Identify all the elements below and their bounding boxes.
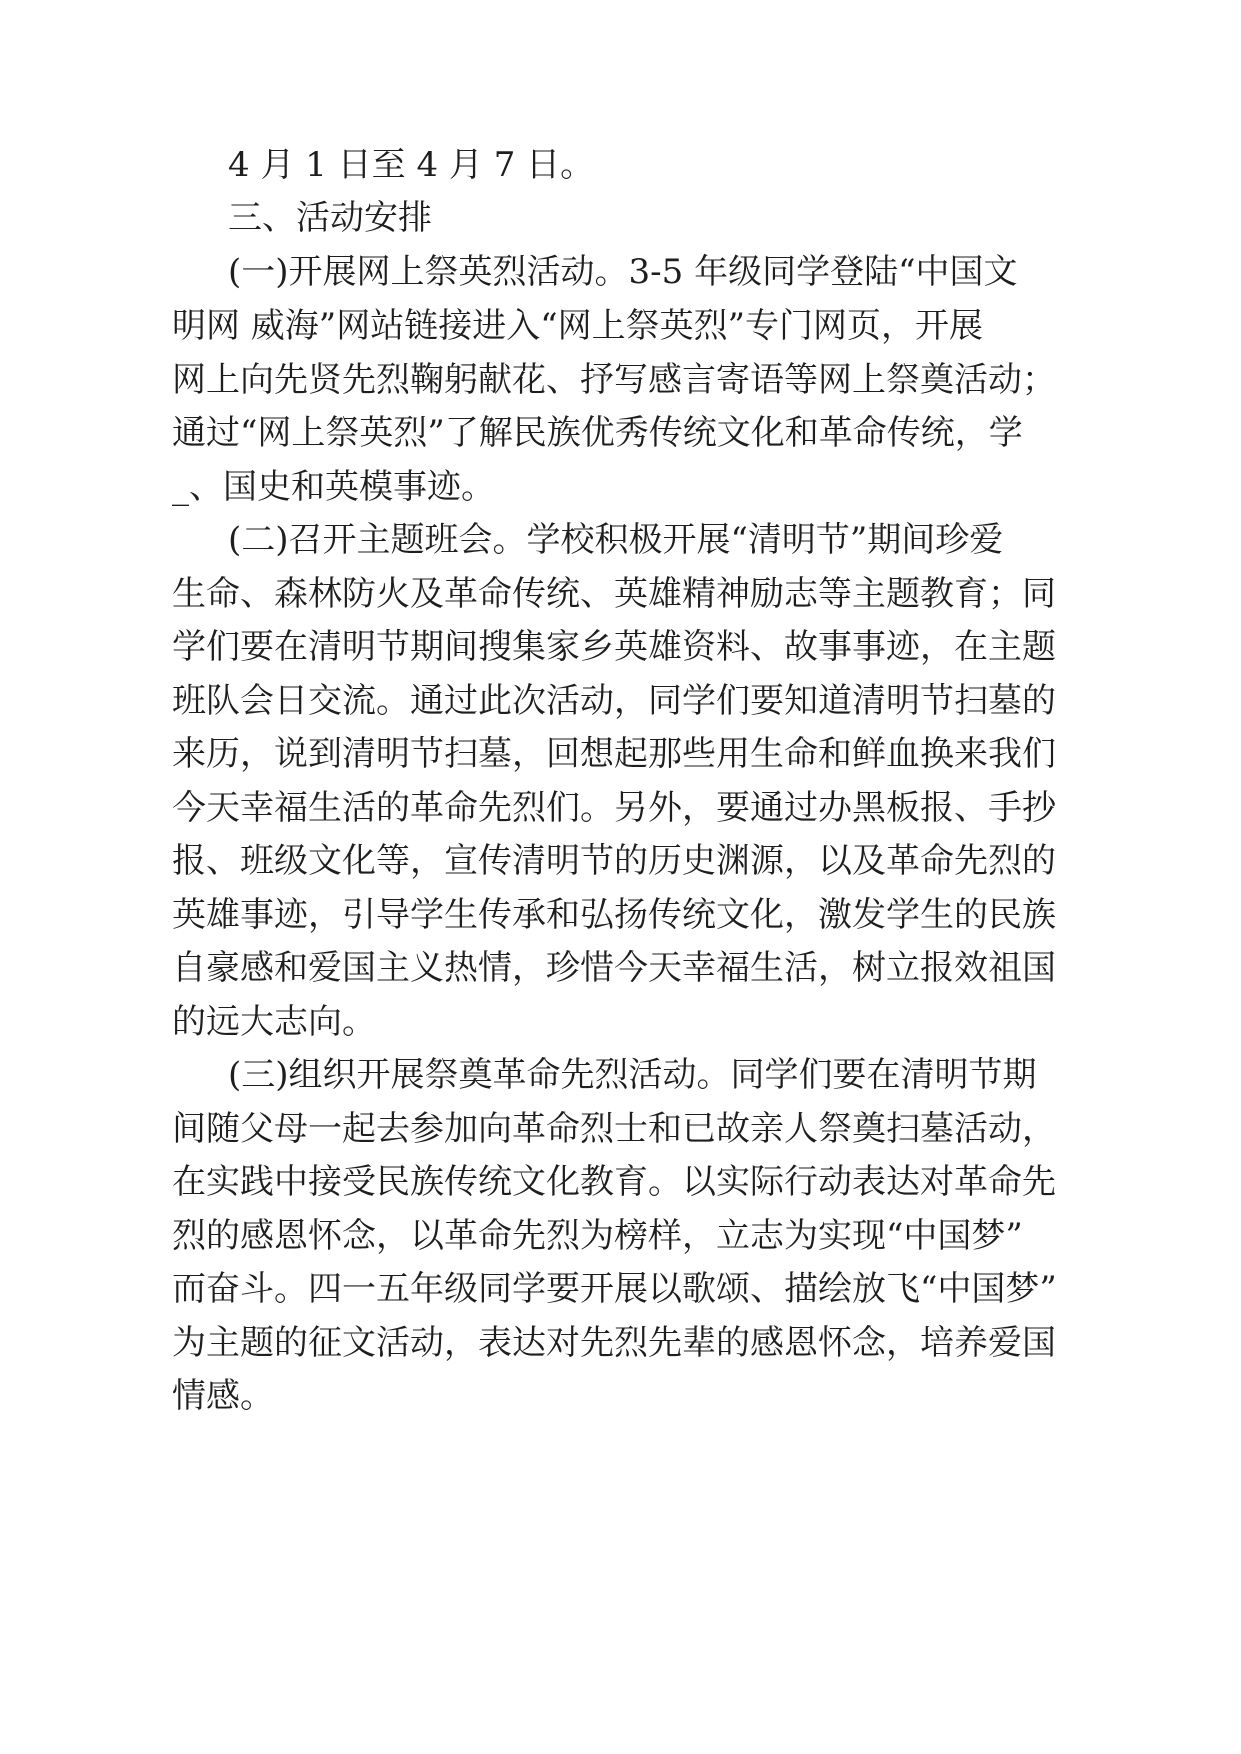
line-text: 在实践中接受民族传统文化教育。以实际行动表达对革命先 [172,1162,1056,1202]
line-text: 为主题的征文活动，表达对先烈先辈的感恩怀念，培养爱国 [172,1323,1056,1363]
text-line [0,1157,1241,1207]
line-text: 烈的感恩怀念，以革命先烈为榜样，立志为实现“中国梦” [172,1216,1023,1256]
line-text: 通过“网上祭英烈”了解民族优秀传统文化和革命传统，学 [172,413,1023,453]
text-line [0,890,1241,940]
line-text: (一)开展网上祭英烈活动。3-5 年级同学登陆“中国文 [228,252,1018,292]
line-text: (二)召开主题班会。学校积极开展“清明节”期间珍爱 [228,520,1004,560]
text-line [0,408,1241,458]
text-line [0,997,1241,1047]
line-text: 自豪感和爱国主义热情，珍惜今天幸福生活，树立报效祖国 [172,948,1056,988]
text-line [0,1318,1241,1368]
line-text: 英雄事迹，引导学生传承和弘扬传统文化，激发学生的民族 [172,895,1056,935]
text-line [0,1371,1241,1421]
line-text: 情感。 [172,1376,274,1416]
line-text: 明网 威海”网站链接进入“网上祭英烈”专门网页，开展 [172,306,983,346]
text-line [0,836,1241,886]
line-text: 班队会日交流。通过此次活动，同学们要知道清明节扫墓的 [172,681,1056,721]
line-text: 的远大志向。 [172,1002,376,1042]
line-text: (三)组织开展祭奠革命先烈活动。同学们要在清明节期 [228,1055,1037,1095]
text-line [0,1211,1241,1261]
text-line [0,140,1241,190]
line-text: 今天幸福生活的革命先烈们。另外，要通过办黑板报、手抄 [172,788,1056,828]
text-line [0,622,1241,672]
line-text: 生命、森林防火及革命传统、英雄精神励志等主题教育；同 [172,574,1056,614]
line-text: 三、活动安排 [228,198,432,238]
text-line [0,569,1241,619]
line-text: 来历，说到清明节扫墓，回想起那些用生命和鲜血换来我们 [172,734,1056,774]
text-line [0,247,1241,297]
text-line [0,676,1241,726]
line-text: 间随父母一起去参加向革命烈士和已故亲人祭奠扫墓活动， [172,1109,1056,1149]
text-line [0,515,1241,565]
text-line [0,301,1241,351]
text-line [0,1264,1241,1314]
line-text: 学们要在清明节期间搜集家乡英雄资料、故事事迹，在主题 [172,627,1056,667]
section-heading [0,193,1241,243]
text-line [0,1104,1241,1154]
text-line [0,783,1241,833]
line-text: 4 月 1 日至 4 月 7 日。 [228,145,595,185]
line-text: 网上向先贤先烈鞠躬献花、抒写感言寄语等网上祭奠活动； [172,360,1056,400]
text-line [0,943,1241,993]
text-line [0,462,1241,512]
line-text: _、国史和英模事迹。 [172,467,495,507]
text-line [0,355,1241,405]
line-text: 报、班级文化等，宣传清明节的历史渊源，以及革命先烈的 [172,841,1056,881]
text-line [0,729,1241,779]
line-text: 而奋斗。四一五年级同学要开展以歌颂、描绘放飞“中国梦” [172,1269,1057,1309]
text-line [0,1050,1241,1100]
